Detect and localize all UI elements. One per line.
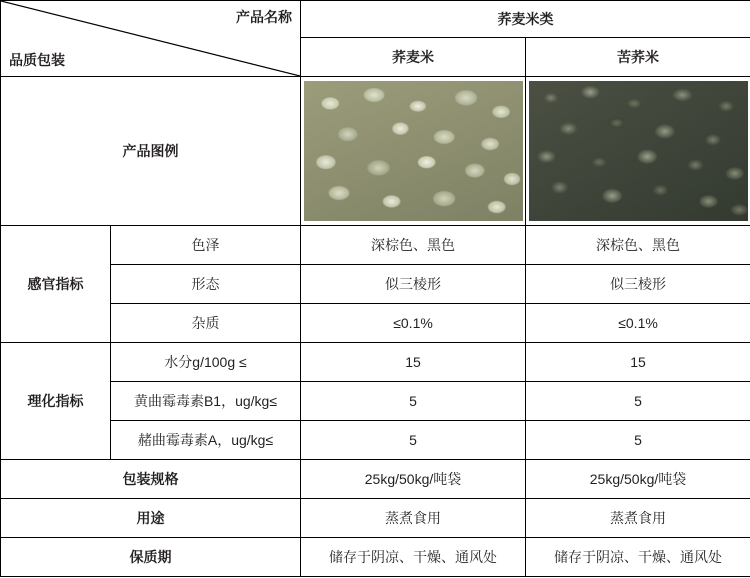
value-shelf-life-tartary: 储存于阴凉、干燥、通风处	[526, 538, 750, 577]
value-aflatoxin-b1-tartary: 5	[526, 382, 750, 421]
row-name-impurity: 杂质	[111, 304, 301, 343]
table-row-packaging	[1, 460, 750, 499]
row-label-product-images: 产品图例	[1, 77, 301, 226]
table-row-sensory-impurity	[1, 304, 750, 343]
row-label-packaging: 包装规格	[1, 460, 301, 499]
quality-pack-label: 品质包装	[9, 52, 65, 68]
value-aflatoxin-b1-buckwheat: 5	[301, 382, 526, 421]
category-header: 荞麦米类	[301, 1, 750, 38]
table-row-product-images	[1, 77, 750, 226]
product-name-label: 产品名称	[236, 9, 292, 25]
row-name-aflatoxin-b1: 黄曲霉毒素B1，ug/kg≤	[111, 382, 301, 421]
value-ochratoxin-a-buckwheat: 5	[301, 421, 526, 460]
image-wrapper-tartary	[526, 77, 750, 225]
table-row-aflatoxin-b1	[1, 382, 750, 421]
value-moisture-buckwheat: 15	[301, 343, 526, 382]
row-name-moisture: 水分g/100g ≤	[111, 343, 301, 382]
value-moisture-tartary: 15	[526, 343, 750, 382]
row-name-color: 色泽	[111, 226, 301, 265]
table-row-sensory-color	[1, 226, 750, 265]
row-label-physchem: 理化指标	[1, 343, 111, 460]
value-color-tartary: 深棕色、黑色	[526, 226, 750, 265]
value-impurity-tartary: ≤0.1%	[526, 304, 750, 343]
table-row-ochratoxin-a	[1, 421, 750, 460]
row-name-ochratoxin-a: 赭曲霉毒素A，ug/kg≤	[111, 421, 301, 460]
cell-image-tartary	[526, 77, 750, 226]
tartary-buckwheat-rice-photo	[529, 81, 748, 221]
value-usage-buckwheat: 蒸煮食用	[301, 499, 526, 538]
table-row-moisture	[1, 343, 750, 382]
row-label-shelf-life: 保质期	[1, 538, 301, 577]
value-packaging-buckwheat: 25kg/50kg/吨袋	[301, 460, 526, 499]
table-row-sensory-shape	[1, 265, 750, 304]
value-color-buckwheat: 深棕色、黑色	[301, 226, 526, 265]
image-wrapper-buckwheat	[301, 77, 526, 225]
table-header-row-category	[1, 1, 750, 38]
column-header-buckwheat: 荞麦米	[301, 38, 526, 77]
diagonal-header-cell	[1, 1, 301, 77]
buckwheat-rice-photo	[304, 81, 523, 221]
row-label-sensory: 感官指标	[1, 226, 111, 343]
value-packaging-tartary: 25kg/50kg/吨袋	[526, 460, 750, 499]
value-ochratoxin-a-tartary: 5	[526, 421, 750, 460]
row-name-shape: 形态	[111, 265, 301, 304]
cell-image-buckwheat	[301, 77, 526, 226]
value-shape-buckwheat: 似三棱形	[301, 265, 526, 304]
row-label-usage: 用途	[1, 499, 301, 538]
value-usage-tartary: 蒸煮食用	[526, 499, 750, 538]
table-row-usage	[1, 499, 750, 538]
value-shape-tartary: 似三棱形	[526, 265, 750, 304]
column-header-tartary: 苦荞米	[526, 38, 750, 77]
table-row-shelf-life	[1, 538, 750, 577]
value-shelf-life-buckwheat: 储存于阴凉、干燥、通风处	[301, 538, 526, 577]
value-impurity-buckwheat: ≤0.1%	[301, 304, 526, 343]
